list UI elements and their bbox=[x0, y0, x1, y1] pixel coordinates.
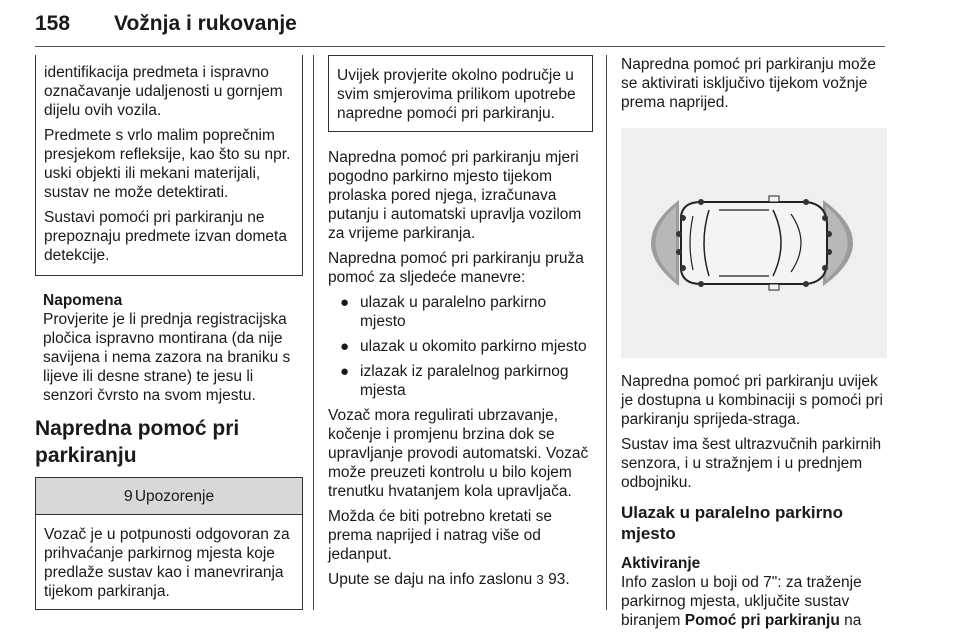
subsection-heading: Ulazak u paralelno parkirno mjesto bbox=[621, 503, 844, 543]
paragraph: Upute se daju na info zaslonu 3 93. bbox=[328, 571, 570, 588]
warning-text: Vozač je u potpunosti odgovoran za prihvaćanje parkirnog mjesta koje predlaže sustav kao i manevriranja tijekom parkiranja. bbox=[44, 526, 290, 600]
page-reference[interactable]: 93. bbox=[548, 571, 570, 588]
continued-box bbox=[35, 55, 303, 276]
car-top-view-icon bbox=[621, 128, 887, 358]
box-paragraph: Predmete s vrlo malim poprečnim presjekom refleksije, kao što su npr. uski objekti ili mekani materijali, sustav ne može detektirati. bbox=[44, 127, 291, 201]
menu-item-reference: Pomoć pri parkiranju bbox=[684, 612, 840, 629]
paragraph: Sustav ima šest ultrazvučnih parkirnih senzora, i u stražnjem i u prednjem odbojniku. bbox=[621, 436, 882, 491]
warning-title: Upozorenje bbox=[134, 487, 215, 505]
column-2 bbox=[328, 55, 593, 595]
page-header bbox=[35, 6, 885, 47]
note-title: Napomena bbox=[43, 292, 123, 309]
list-item: ● ulazak u paralelno parkirno mjesto bbox=[340, 294, 547, 330]
bullet-icon: ● bbox=[340, 294, 350, 311]
chapter-title: Vožnja i rukovanje bbox=[114, 12, 297, 35]
bullet-icon: ● bbox=[340, 338, 350, 355]
list-item: ● izlazak iz paralelnog parkirnog mjesta bbox=[340, 363, 569, 399]
page-reference-arrow-icon: 3 bbox=[536, 572, 544, 587]
caution-text: Uvijek provjerite okolno područje u svim smjerovima prilikom upotrebe napredne pomoći pri parkiranju. bbox=[337, 67, 576, 122]
warning-box bbox=[35, 477, 303, 610]
page-number: 158 bbox=[35, 12, 71, 35]
car-sensor-illustration bbox=[621, 128, 887, 358]
maneuver-list bbox=[328, 293, 593, 400]
paragraph: Napredna pomoć pri parkiranju može se aktivirati isključivo tijekom vožnje prema naprijed. bbox=[621, 56, 877, 111]
paragraph: Napredna pomoć pri parkiranju pruža pomoć za sljedeće manevre: bbox=[328, 250, 584, 286]
paragraph: Možda će biti potrebno kretati se prema naprijed i natrag više od jedanput. bbox=[328, 508, 553, 563]
list-item: ● ulazak u okomito parkirno mjesto bbox=[340, 338, 587, 355]
paragraph: Napredna pomoć pri parkiranju uvijek je dostupna u kombinaciji s pomoći pri parkiranju sprijeda-straga. bbox=[621, 373, 883, 428]
column-divider-2 bbox=[606, 55, 607, 610]
sub-title: Aktiviranje bbox=[621, 555, 701, 572]
paragraph: Info zaslon u boji od 7": za traženje parkirnog mjesta, uključite sustav biranjem Pomoć pri parkiranju na bbox=[621, 574, 862, 629]
warning-triangle-icon: 9 bbox=[123, 487, 133, 505]
warning-header bbox=[36, 478, 302, 515]
box-paragraph: Sustavi pomoći pri parkiranju ne prepoznaju predmete izvan dometa detekcije. bbox=[44, 209, 287, 264]
paragraph: Vozač mora regulirati ubrzavanje, kočenje i promjenu brzina dok se upravljanje provodi automatski. Vozač može preuzeti kontrolu u bilo kojem trenutku hvatanjem kola upravljača. bbox=[328, 407, 589, 500]
section-heading: Napredna pomoć pri parkiranju bbox=[35, 417, 240, 467]
column-divider-1 bbox=[313, 55, 314, 610]
box-paragraph: identifikacija predmeta i ispravno označavanje udaljenosti u gornjem dijelu ovih vozila. bbox=[44, 64, 283, 119]
note-text: Provjerite je li prednja registracijska pločica ispravno montirana (da nije savijena i nema zazora na braniku s lijeve ili desne strane) te jesu li senzori čvrsto na svom mjestu. bbox=[43, 311, 291, 404]
column-1 bbox=[35, 55, 303, 610]
warning-body bbox=[36, 515, 302, 609]
paragraph: Napredna pomoć pri parkiranju mjeri pogodno parkirno mjesto tijekom prolaska pored njega, izračunava putanju i automatski upravlja vozilom za vrijeme parkiranja. bbox=[328, 149, 582, 242]
bullet-icon: ● bbox=[340, 363, 350, 380]
caution-box bbox=[328, 55, 593, 132]
column-3 bbox=[621, 55, 887, 636]
